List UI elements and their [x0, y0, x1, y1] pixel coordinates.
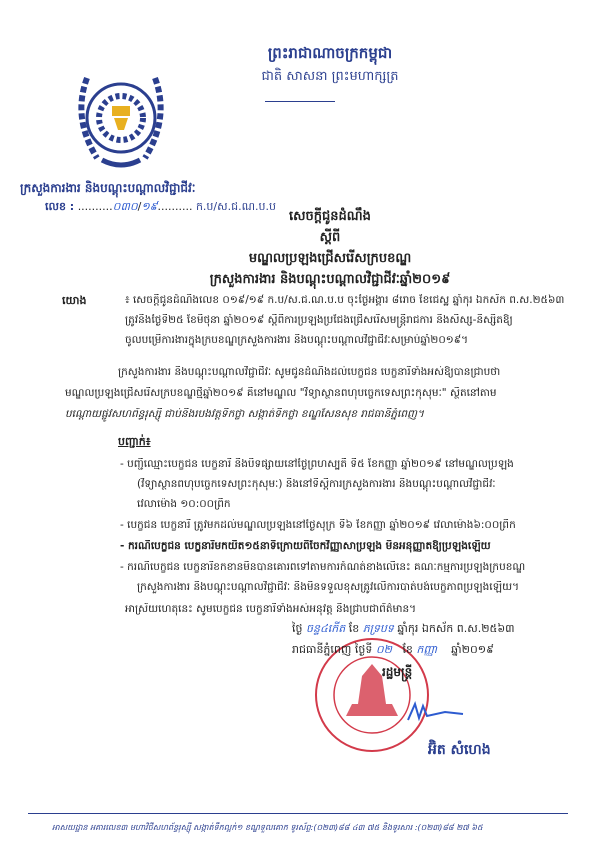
reference-line: ៖ សេចក្តីជូនដំណឹងលេខ ០១៩/១៩ ក.ប/ស.ជ.ណ.ប.ប ចុះថ្ងៃអង្គារ ៨រោច ខែជេស្ឋ ឆ្នាំកុរ ឯកស័ក ព.ស.២៥៦៣ — [125, 294, 565, 306]
note-item-cont: វេលាម៉ោង ១០:០០ព្រឹក — [137, 498, 231, 510]
lunar-date: ថ្ងៃ ចន្ទ៤កើត ខែ ភទ្របទ ឆ្នាំកុរ ឯកស័ក ព.ស.២៥៦៣ — [292, 622, 515, 635]
title-line-1: សេចក្តីជូនដំណឹង — [289, 209, 371, 224]
ref-number: ០៣០ — [112, 200, 138, 213]
body-line: មណ្ឌលប្រឡងជ្រើសរើសក្របខណ្ឌថ្មីឆ្នាំ២០១៩ គឺនៅមណ្ឌល "វិទ្យាស្ថានពហុបច្ចេកទេសព្រះកុសុមៈ" ស្ថិតនៅតាម — [65, 387, 497, 399]
note-item: - ករណីបេក្ខជន បេក្ខនារីមកយឺត១៥នាទីក្រោយពីចែកវិញ្ញាសាប្រឡង មិនអនុញ្ញាតឱ្យប្រឡងឡើយ — [120, 540, 491, 552]
solar-date: រាជធានីភ្នំពេញ ថ្ងៃទី ០២ ខែ កញ្ញា ឆ្នាំ២០១៩ — [292, 643, 494, 656]
footer-divider — [28, 813, 568, 814]
title-line-3: មណ្ឌលប្រឡងជ្រើសរើសក្របខណ្ឌ — [248, 251, 412, 266]
note-item: - បេក្ខជន បេក្ខនារី ត្រូវមកដល់មណ្ឌលប្រឡងនៅថ្ងៃសុក្រ ទី៦ ខែកញ្ញា ឆ្នាំ២០១៩ វេលាម៉ោង៦:០០ព្រឹក — [120, 519, 516, 531]
title-line-2: ស្តីពី — [319, 230, 341, 245]
notes-label: បញ្ជាក់៖ — [118, 435, 151, 448]
ministry-logo — [72, 58, 170, 176]
reference-label: យោង — [62, 294, 87, 307]
reference-number: លេខ : ..........០៣០/១៩.......... ក.ប/ស.ជ.ណ.ប.ប — [45, 200, 276, 213]
signatory-title: រដ្ឋមន្ត្រី — [382, 665, 413, 679]
handwritten-signature — [405, 700, 465, 724]
ref-label: លេខ : — [45, 200, 75, 213]
note-item-cont: ក្រសួងការងារ និងបណ្តុះបណ្តាលវិជ្ជាជីវៈ នឹងមិនទទួលខុសត្រូវលើការបាត់បង់បេក្ខភាពប្រឡងឡើយ។ — [137, 581, 519, 593]
kingdom-heading: ព្រះរាជាណាចក្រកម្ពុជា — [267, 44, 393, 62]
note-item: - ករណីបេក្ខជន បេក្ខនារីខកខានមិនបានគោរពទៅតាមការកំណត់ខាងលើនេះ គណៈកម្មការប្រឡងក្របខណ្ឌ — [120, 561, 526, 573]
ornament-divider — [265, 101, 335, 102]
title-line-4: ក្រសួងការងារ និងបណ្តុះបណ្តាលវិជ្ជាជីវៈឆ្នាំ២០១៩ — [209, 272, 451, 287]
reference-line: ត្រូវនឹងថ្ងៃទី២៥ ខែមិថុនា ឆ្នាំ២០១៩ ស្តីពីការប្រឡងប្រជែងជ្រើសរើសមន្ត្រីរាជការ និងសិស្ស-និស្សិតឱ្យ — [125, 314, 513, 326]
motto: ជាតិ សាសនា ព្រះមហាក្សត្រ — [261, 69, 399, 84]
note-item: - បញ្ជីឈ្មោះបេក្ខជន បេក្ខនារី នឹងបិទផ្សាយនៅថ្ងៃព្រហស្បតិ៍ ទី៥ ខែកញ្ញា ឆ្នាំ២០១៩ នៅមណ្ឌលប្រឡង — [120, 458, 514, 470]
body-line: បណ្តោយផ្លូវសហព័ន្ធរុស្ស៊ី ជាប់នឹងរបងវត្តទឹកថ្លា សង្កាត់ទឹកថ្លា ខណ្ឌសែនសុខ រាជធានីភ្នំពេញ។ — [65, 408, 424, 420]
ref-year: ១៩ — [141, 200, 158, 213]
footer-address: អាសយដ្ឋាន អគារលេខ៣ មហាវិថីសហព័ន្ធរុស្ស៊ី សង្កាត់ទឹកល្អក់១ ខណ្ឌទួលគោក ទូរស័ព្ទ:(០២៣)៨៨ ៤៣ ៧៥ និងទូរសារ :(០២៣)៨៨ ២៧ ៦៥ — [52, 823, 483, 832]
signatory-name: អ៊ិត សំហេង — [428, 742, 491, 758]
closing-line: អាស្រ័យហេតុនេះ សូមបេក្ខជន បេក្ខនារីទាំងអស់អនុវត្ត និងជ្រាបជាព័ត៌មាន។ — [125, 603, 417, 615]
body-line: ក្រសួងការងារ និងបណ្តុះបណ្តាលវិជ្ជាជីវៈ សូមជូនដំណឹងដល់បេក្ខជន បេក្ខនារីទាំងអស់ឱ្យបានជ្រាបថា — [118, 366, 501, 378]
reference-line: ចូលបម្រើការងារក្នុងក្របខណ្ឌក្រសួងការងារ និងបណ្តុះបណ្តាលវិជ្ជាជីវៈសម្រាប់ឆ្នាំ២០១៩។ — [125, 334, 469, 346]
ministry-name: ក្រសួងការងារ និងបណ្តុះបណ្តាលវិជ្ជាជីវៈ — [20, 181, 196, 195]
note-item-cont: (វិទ្យាស្ថានពហុបច្ចេកទេសព្រះកុសុមៈ) និងនៅទីស្តីការក្រសួងការងារ និងបណ្តុះបណ្តាលវិជ្ជាជីវៈ — [137, 478, 496, 490]
ref-code: ក.ប/ស.ជ.ណ.ប.ប — [195, 200, 276, 213]
